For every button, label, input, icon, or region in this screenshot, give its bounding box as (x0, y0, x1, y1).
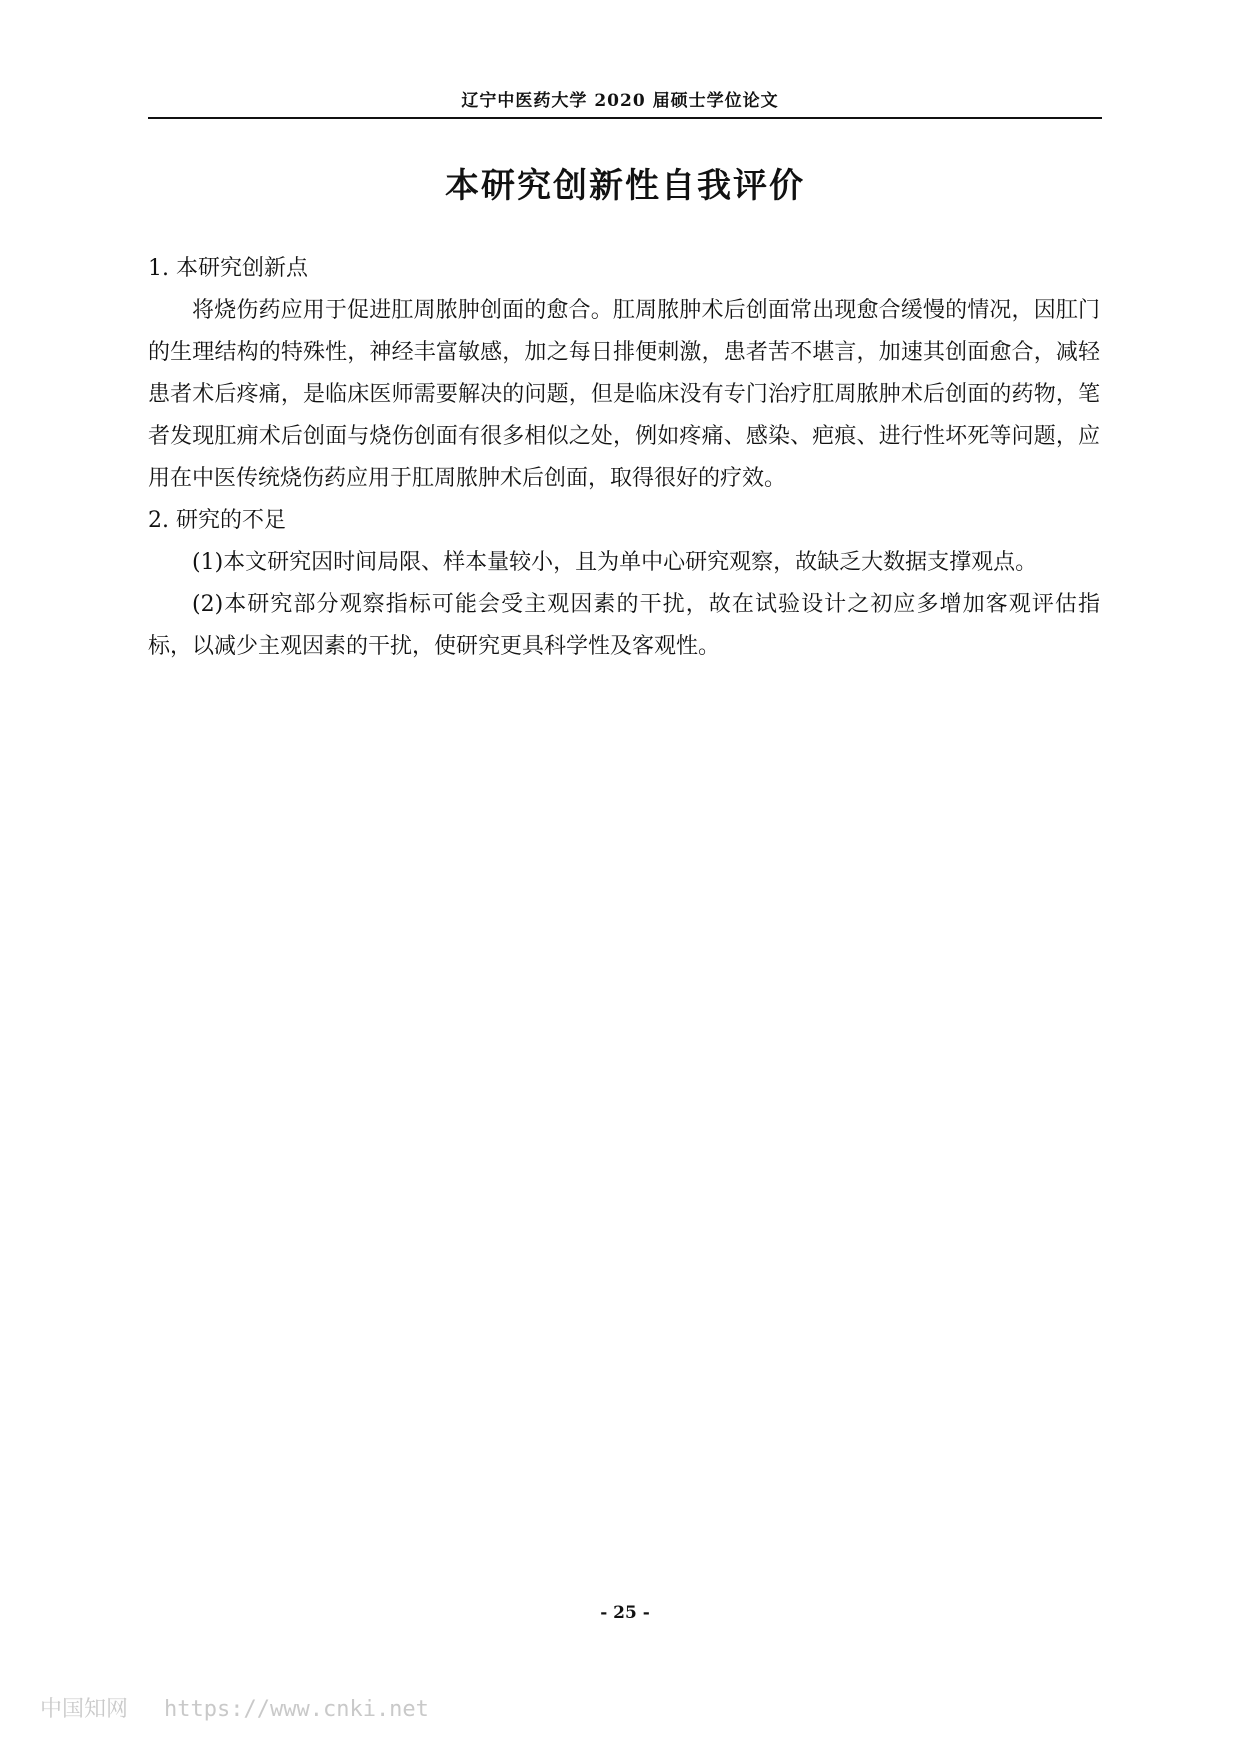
header-rule (148, 117, 1102, 119)
page-title: 本研究创新性自我评价 (445, 166, 805, 206)
watermark-url: https://www.cnki.net (164, 1697, 429, 1722)
body-paragraph: 将烧伤药应用于促进肛周脓肿创面的愈合。肛周脓肿术后创面常出现愈合缓慢的情况，因肛门的生理结构的特殊性，神经丰富敏感，加之每日排便刺激，患者苦不堪言，加速其创面愈合，减轻患者术后疼痛，是临床医师需要解决的问题，但是临床没有专门治疗肛周脓肿术后创面的药物，笔者发现肛痈术后创面与烧伤创面有很多相似之处，例如疼痛、感染、疤痕、进行性坏死等问题，应用在中医传统烧伤药应用于肛周脓肿术后创面，取得很好的疗效。 (148, 298, 1100, 491)
page-number: - 25 - (600, 1603, 650, 1623)
watermark (40, 1692, 429, 1723)
running-header: 辽宁中医药大学 2020 届硕士学位论文 (461, 91, 779, 111)
section-heading-limitations: 2. 研究的不足 (148, 508, 286, 533)
watermark-brand: 中国知网 (40, 1697, 129, 1722)
body-paragraph: (1)本文研究因时间局限、样本量较小，且为单中心研究观察，故缺乏大数据支撑观点。 (192, 550, 1038, 575)
section-heading-innovation: 1. 本研究创新点 (148, 256, 308, 281)
body-content (148, 248, 1100, 668)
body-paragraph: (2)本研究部分观察指标可能会受主观因素的干扰，故在试验设计之初应多增加客观评估指标，以减少主观因素的干扰，使研究更具科学性及客观性。 (148, 592, 1100, 659)
